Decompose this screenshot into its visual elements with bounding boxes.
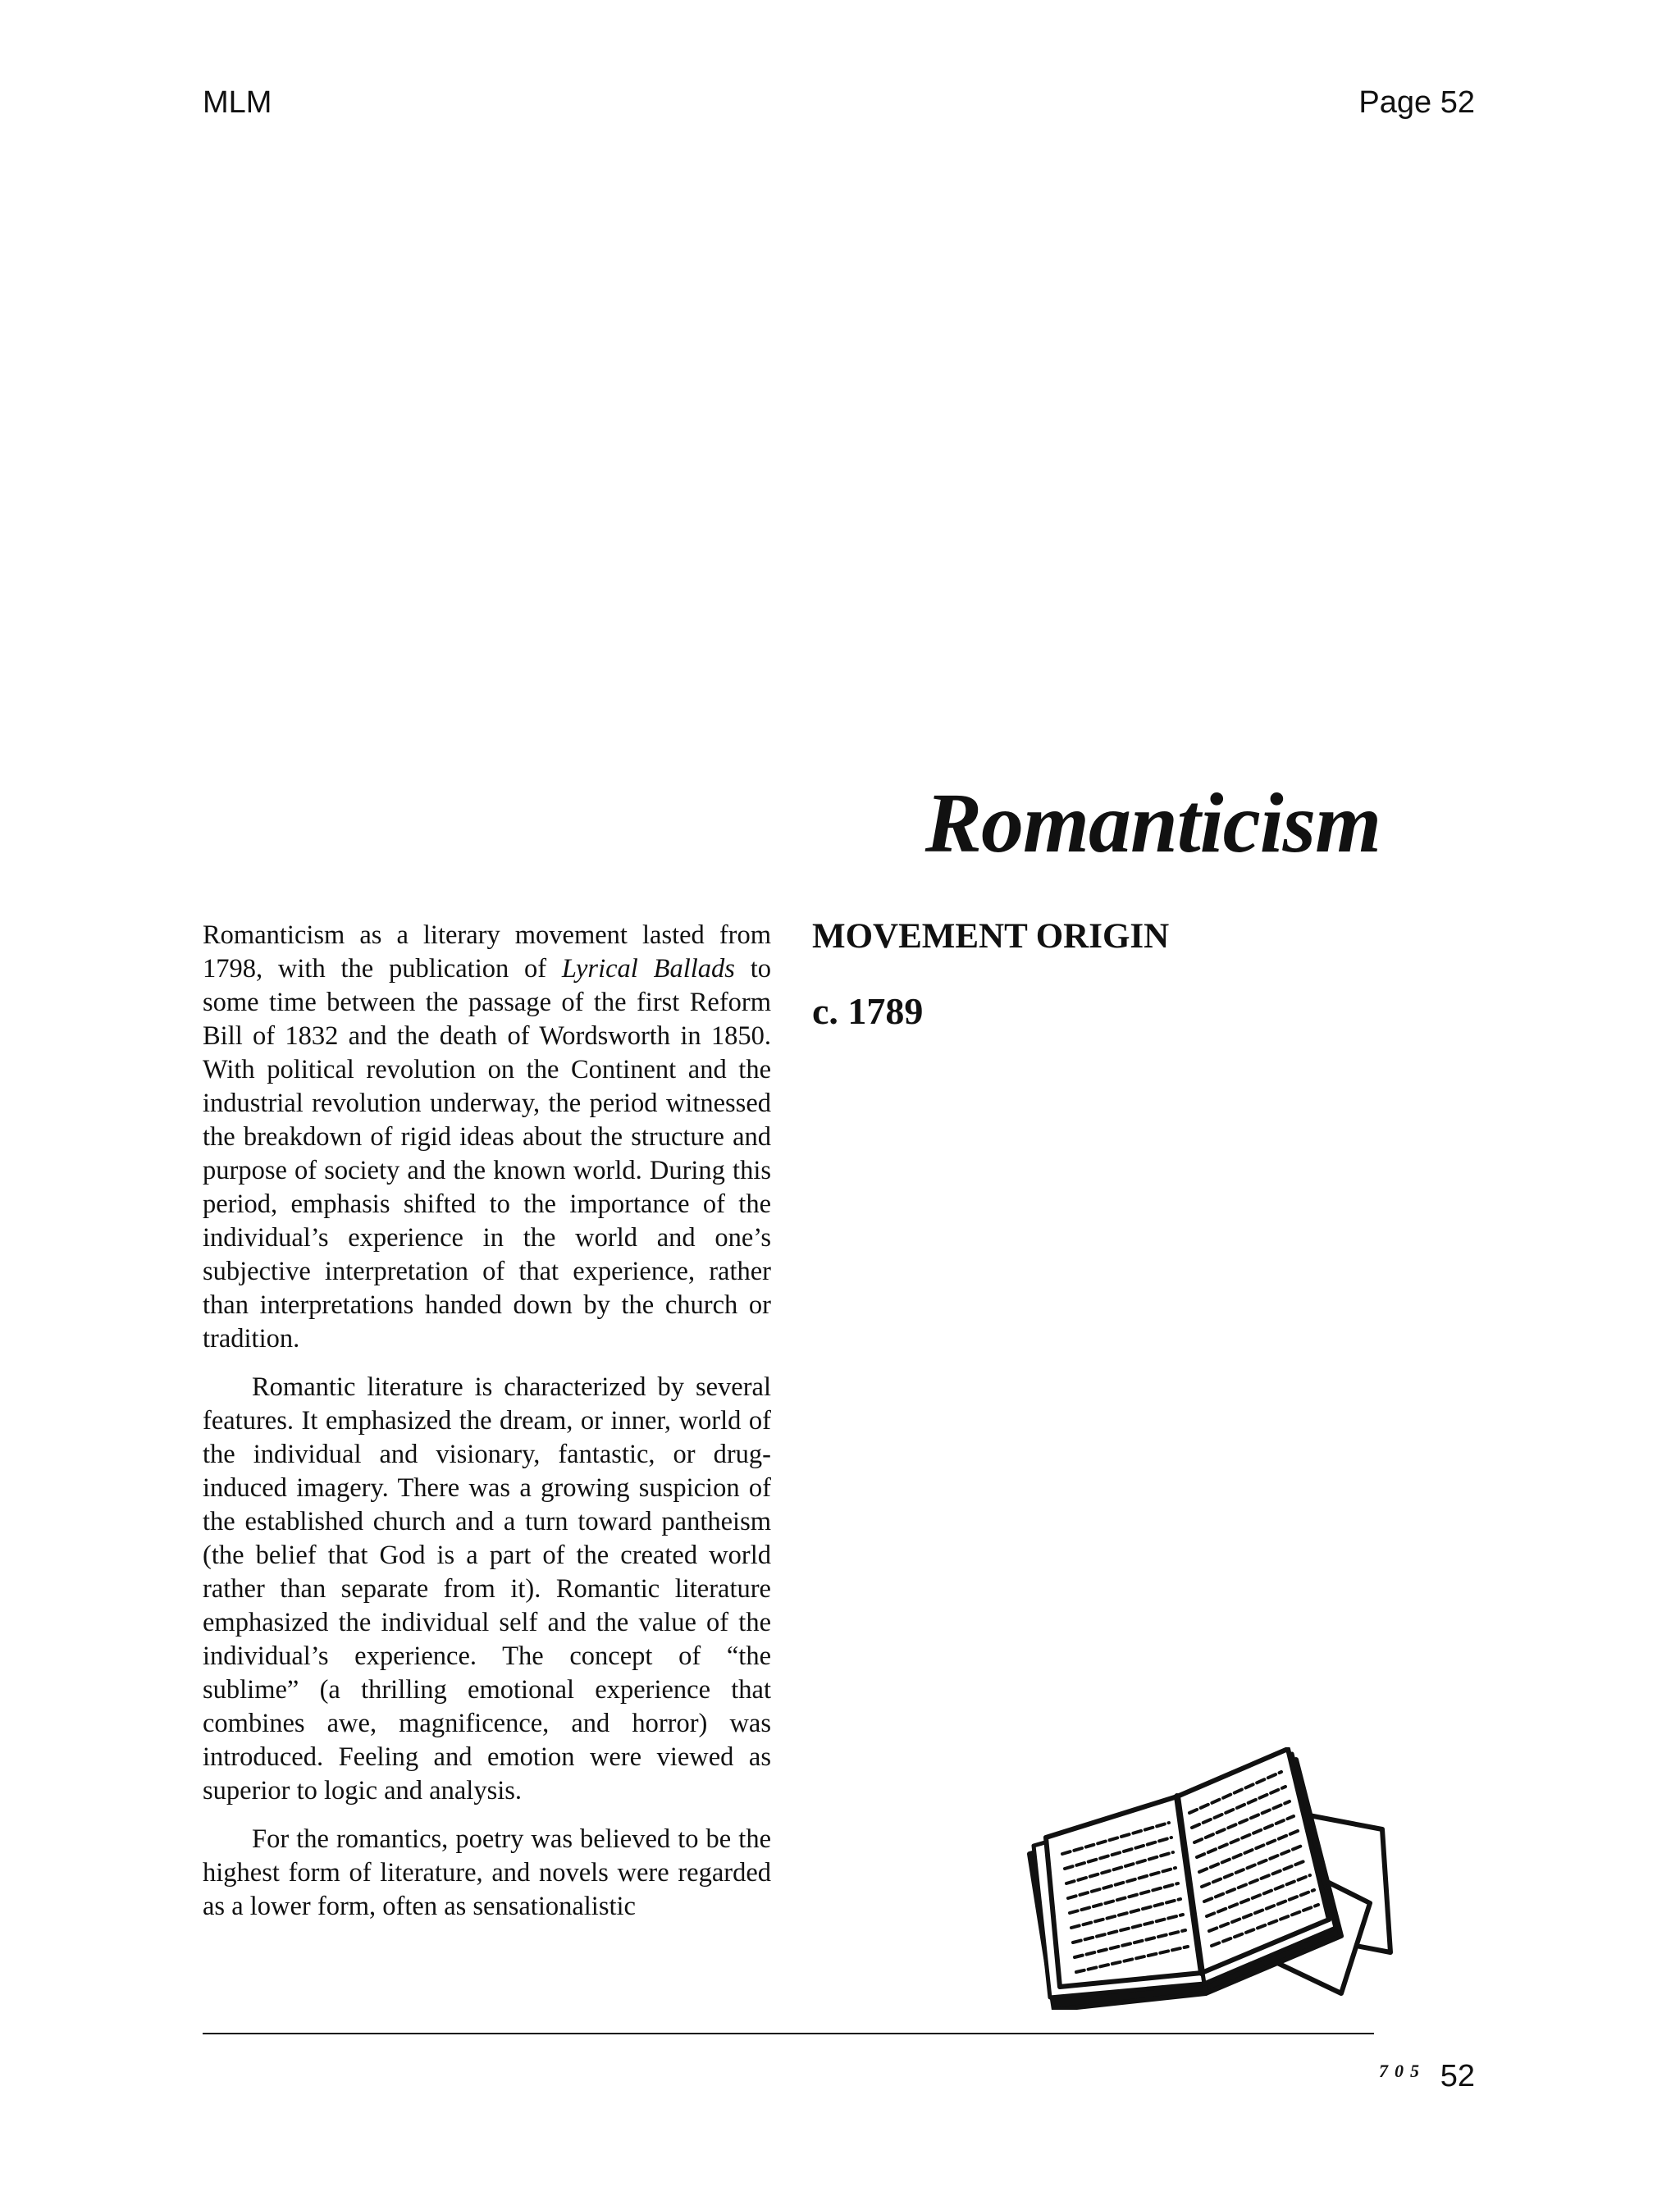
footer-folio: 705 <box>1379 2061 1426 2081</box>
footer-rule <box>203 2033 1374 2034</box>
body-paragraph-2: Romantic literature is characterized by several features. It emphasized the dream, or inner, world of the individual and visionary, fantastic, or drug-induced imagery. There was a growing suspicion of the established church and a turn toward pantheism (the belief that God is a part of the created world rather than separate from it). Romantic literature emphasized the individual self and the value of the individual’s experience. The concept of “the sublime” (a thrilling emotional experience that combines awe, magnificence, and horror) was introduced. Feeling and emotion were viewed as superior to logic and analysis. <box>203 1372 771 1806</box>
movement-origin-date: c. 1789 <box>812 990 924 1032</box>
paragraph-1-text-a: Romanticism as a literary movement lasted from 1798, with the publication of <box>203 920 771 984</box>
body-text-column <box>203 919 771 1938</box>
open-book-icon <box>1017 1747 1403 2010</box>
chapter-title: Romanticism <box>924 776 1381 870</box>
paragraph-1-text-b: to some time between the passage of the first Reform Bill of 1832 and the death of Wordsworth in 1850. With political revolution on the Continent and the industrial revolution underway, the period witnessed the breakdown of rigid ideas about the structure and purpose of society and the known world. During this period, emphasis shifted to the importance of the individual’s experience in the world and one’s subjective interpretation of that experience, rather than interpretations handed down by the church or tradition. <box>203 954 771 1354</box>
body-paragraph-1 <box>203 919 771 1356</box>
movement-origin-label: MOVEMENT ORIGIN <box>812 917 1170 956</box>
running-header-page: Page 52 <box>1358 85 1475 120</box>
footer-page-number: 52 <box>1440 2059 1475 2093</box>
book-title-lyrical-ballads: Lyrical Ballads <box>561 954 735 984</box>
body-paragraph-3: For the romantics, poetry was believed to be the highest form of literature, and novels were regarded as a lower form, often as sensationalistic <box>203 1824 771 1921</box>
running-header-left: MLM <box>203 85 272 120</box>
